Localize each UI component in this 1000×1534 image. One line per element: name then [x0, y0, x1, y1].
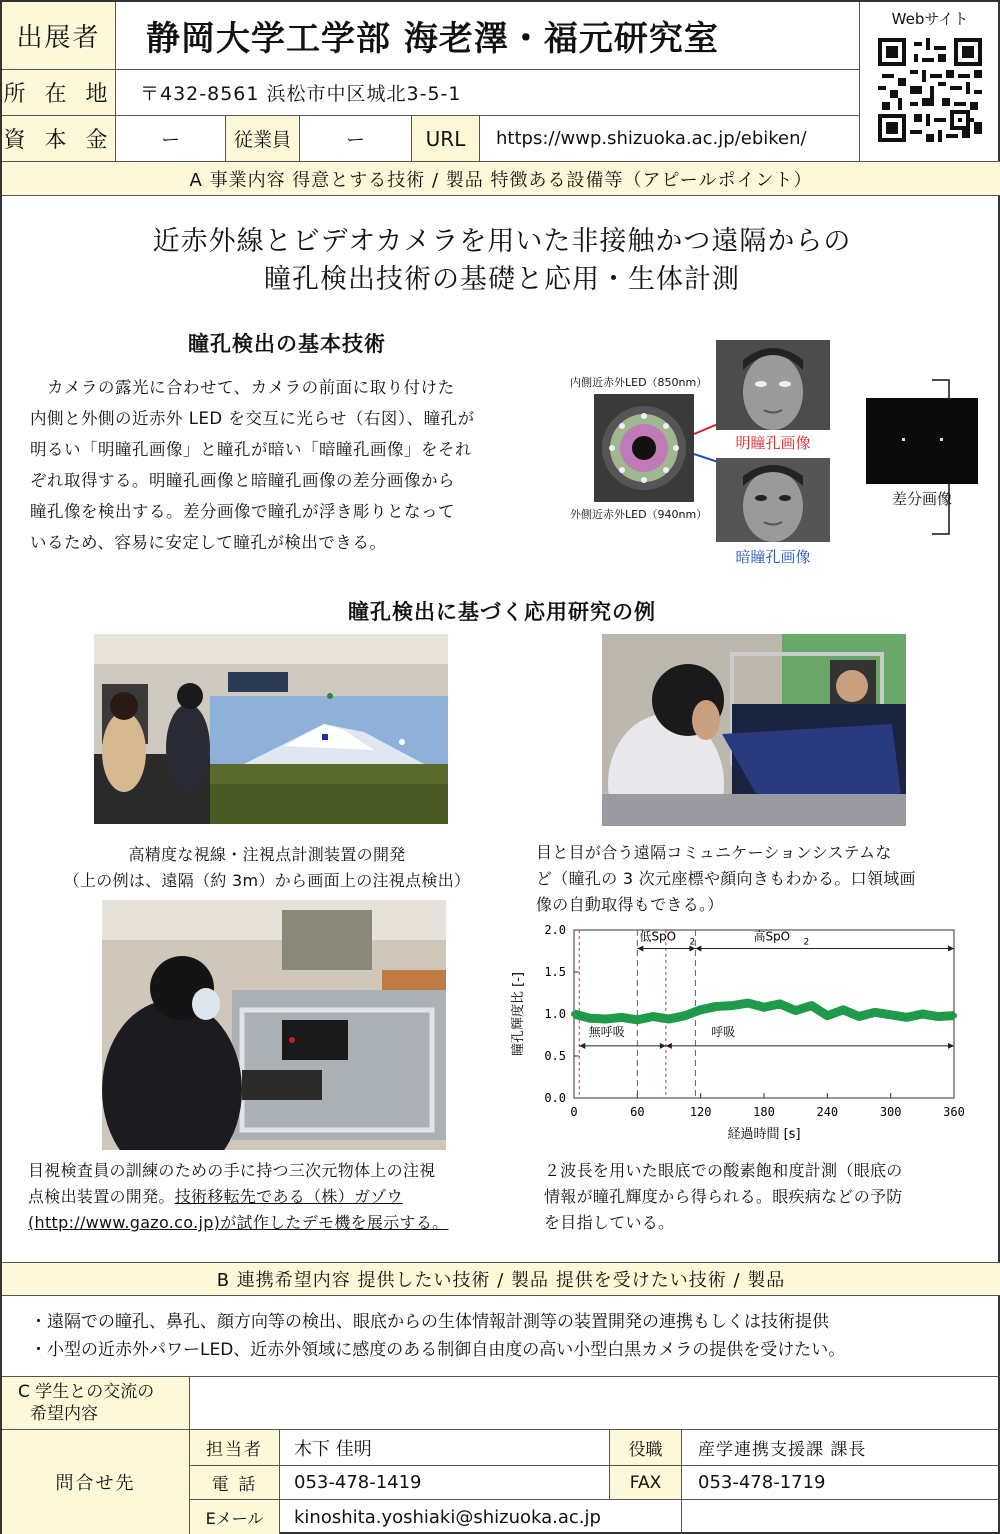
data-point [872, 1009, 878, 1015]
qr-code-icon[interactable] [878, 38, 982, 142]
data-point [650, 1014, 656, 1020]
apps-heading: 瞳孔検出に基づく応用研究の例 [348, 600, 656, 624]
apnea-arrow-head [579, 1043, 585, 1049]
high-spo2-arrow-head [948, 945, 954, 951]
email-label: Eメール [190, 1500, 280, 1534]
caption-line: （上の例は、遠隔（約 3m）から画面上の注視点検出） [63, 871, 471, 890]
pupil-diagram [564, 334, 994, 574]
email-value[interactable]: kinoshita.yoshiaki@shizuoka.ac.jp [280, 1500, 682, 1534]
data-point [793, 1008, 799, 1014]
collab-item: ・遠隔での瞳孔、鼻孔、顔方向等の検出、眼底からの生体情報計測等の装置開発の連携もしくは技術提供 [30, 1312, 829, 1332]
caption-inspection [28, 1158, 528, 1236]
basic-line: 明るい「明瞳孔画像」と瞳孔が暗い「暗瞳孔画像」をそれ [30, 440, 472, 459]
caption-line: 高精度な視線・注視点計測装置の開発 [128, 845, 406, 864]
pupil-dot [940, 438, 943, 441]
data-point [856, 1014, 862, 1020]
caption-spo2 [544, 1158, 996, 1236]
high-spo2-subscript: 2 [803, 937, 810, 948]
x-tick-label: 60 [630, 1105, 645, 1119]
fax-value: 053-478-1719 [682, 1466, 1000, 1500]
capital-value: ー [116, 116, 226, 162]
address-value: 〒432-8561 浜松市中区城北3-5-1 [116, 70, 860, 116]
difference-image [866, 398, 978, 484]
caption-line: ２波長を用いた眼底での酸素飽和度計測（眼底の [544, 1161, 903, 1180]
data-point [714, 1003, 720, 1009]
inspection-scene-icon [102, 900, 446, 1150]
contact-label: 問合せ先 [2, 1430, 190, 1534]
y-tick-label: 2.0 [544, 923, 566, 937]
low-spo2-subscript: 2 [689, 937, 696, 948]
exhibitor-label: 出展者 [2, 2, 116, 70]
x-axis-label: 経過時間 [s] [727, 1127, 801, 1142]
breathing-label: 呼吸 [711, 1024, 736, 1039]
section-b-bar: B 連携希望内容 提供したい技術 / 製品 提供を受けたい技術 / 製品 [2, 1262, 1000, 1296]
employees-value: ー [300, 116, 412, 162]
url-label: URL [412, 116, 480, 162]
y-axis-label: 瞳孔輝度比 [-] [511, 972, 526, 1056]
spo2-chart [502, 914, 972, 1154]
pupil-dot [902, 438, 905, 441]
qr-block [860, 2, 1000, 162]
data-point [666, 1016, 672, 1022]
data-point [571, 1011, 577, 1017]
chart-plot-area [510, 923, 965, 1142]
caption-line: 情報が瞳孔輝度から得られる。眼疾病などの予防 [544, 1187, 903, 1206]
data-point [777, 1001, 783, 1007]
inner-led-label: 内側近赤外LED（850nm） [570, 376, 708, 389]
caption-line: 像の自動取得もできる。） [536, 895, 724, 914]
y-tick-label: 0.0 [544, 1091, 566, 1105]
basic-line: 瞳孔像を検出する。差分画像で瞳孔が浮き彫りとなって [30, 502, 455, 521]
basic-line: 内側と外側の近赤外 LED を交互に光らせ（右図）、瞳孔が [30, 409, 475, 428]
person-label: 担当者 [190, 1430, 280, 1466]
breathing-arrow-head [948, 1043, 954, 1049]
data-point [919, 1011, 925, 1017]
eye-contact-scene-icon [602, 634, 906, 826]
data-point [619, 1014, 625, 1020]
apnea-arrow-head [660, 1043, 666, 1049]
section-c-label-line: C 学生との交流の [18, 1382, 155, 1402]
data-point [587, 1015, 593, 1021]
x-tick-label: 0 [570, 1105, 578, 1119]
dark-pupil-image [716, 458, 830, 542]
basic-paragraph [30, 372, 560, 558]
location-label: 所 在 地 [2, 70, 116, 116]
data-point [840, 1007, 846, 1013]
tel-label: 電 話 [190, 1466, 280, 1500]
role-label: 役職 [610, 1430, 682, 1466]
x-tick-label: 300 [879, 1105, 902, 1119]
caption-line: 目と目が合う遠隔コミュニケーションシステムな [536, 843, 892, 862]
caption-gaze [2, 842, 532, 894]
x-tick-label: 180 [753, 1105, 775, 1119]
dark-pupil-label: 暗瞳孔画像 [735, 548, 811, 566]
person-value: 木下 佳明 [280, 1430, 610, 1466]
gazo-company-link[interactable]: 技術移転先である（株）ガゾウ [174, 1187, 403, 1206]
caption-line: 点検出装置の開発。 [28, 1187, 175, 1206]
caption-line: ど（瞳孔の 3 次元座標や顔向きもわかる。口領域画 [536, 869, 916, 888]
data-point [809, 1003, 815, 1009]
data-point [935, 1014, 941, 1020]
inspection-photo [102, 900, 446, 1150]
data-point [603, 1016, 609, 1022]
data-point [698, 1007, 704, 1013]
y-tick-label: 0.5 [544, 1049, 566, 1063]
bright-pupil-label: 明瞳孔画像 [735, 434, 811, 452]
caption-line: を目指している。 [544, 1213, 675, 1232]
gazo-url-link[interactable]: (http://www.gazo.co.jp)が試作したデモ機を展示する。 [28, 1213, 449, 1232]
outer-led-label: 外側近赤外LED（940nm） [570, 508, 708, 521]
high-spo2-label: 高SpO [753, 929, 791, 944]
data-point [824, 1013, 830, 1019]
data-point [634, 1017, 640, 1023]
exhibitor-name: 静岡大学工学部 海老澤・福元研究室 [116, 2, 860, 70]
main-title-line1: 近赤外線とビデオカメラを用いた非接触かつ遠隔からの [152, 226, 852, 257]
fax-label: FAX [610, 1466, 682, 1500]
y-tick-label: 1.0 [544, 1007, 566, 1021]
main-title-line2: 瞳孔検出技術の基礎と応用・生体計測 [264, 264, 740, 295]
caption-eye-contact [536, 840, 992, 918]
web-label: Webサイト [891, 10, 969, 28]
x-tick-label: 120 [689, 1105, 712, 1119]
basic-line: ぞれ取得する。明瞳孔画像と暗瞳孔画像の差分画像から [30, 471, 455, 490]
low-spo2-label: 低SpO [639, 929, 677, 944]
breathing-arrow-head [666, 1043, 672, 1049]
capital-label: 資 本 金 [2, 116, 116, 162]
y-tick-label: 1.5 [544, 965, 566, 979]
data-point [745, 1000, 751, 1006]
gaze-measurement-photo [94, 634, 448, 824]
x-tick-label: 240 [816, 1105, 839, 1119]
data-point [888, 1012, 894, 1018]
basic-line: いるため、容易に安定して瞳孔が検出できる。 [30, 533, 387, 552]
section-b-content [30, 1308, 990, 1364]
bright-pupil-image [716, 340, 830, 430]
difference-label: 差分画像 [891, 490, 952, 508]
employees-label: 従業員 [226, 116, 300, 162]
eye-contact-photo [602, 634, 906, 826]
section-c-label [2, 1376, 190, 1430]
caption-line: 目視検査員の訓練のための手に持つ三次元物体上の注視 [28, 1161, 436, 1180]
collab-item: ・小型の近赤外パワーLED、近赤外領域に感度のある制御自由度の高い小型白黒カメラの提供を受けたい。 [30, 1340, 846, 1360]
tel-value[interactable]: 053-478-1419 [280, 1466, 610, 1500]
data-point [951, 1013, 957, 1019]
basic-line: カメラの露光に合わせて、カメラの前面に取り付けた [30, 378, 455, 397]
high-spo2-arrow-head [695, 945, 701, 951]
section-c-label-line: 希望内容 [30, 1404, 98, 1424]
data-point [904, 1014, 910, 1020]
data-point [761, 1004, 767, 1010]
data-point [729, 1003, 735, 1009]
url-link[interactable]: https://wwp.shizuoka.ac.jp/ebiken/ [480, 116, 860, 162]
apnea-label: 無呼吸 [588, 1024, 625, 1039]
section-a-bar: A 事業内容 得意とする技術 / 製品 特徴ある設備等（アピールポイント） [2, 162, 1000, 196]
x-tick-label: 360 [943, 1105, 965, 1119]
face-bright-icon [716, 340, 830, 430]
face-dark-icon [716, 458, 830, 542]
basic-heading: 瞳孔検出の基本技術 [188, 332, 386, 356]
gaze-scene-icon [94, 634, 448, 824]
low-spo2-arrow-head [637, 945, 643, 951]
section-c-value [190, 1376, 1000, 1430]
role-value: 産学連携支援課 課長 [682, 1430, 1000, 1466]
data-point [682, 1013, 688, 1019]
